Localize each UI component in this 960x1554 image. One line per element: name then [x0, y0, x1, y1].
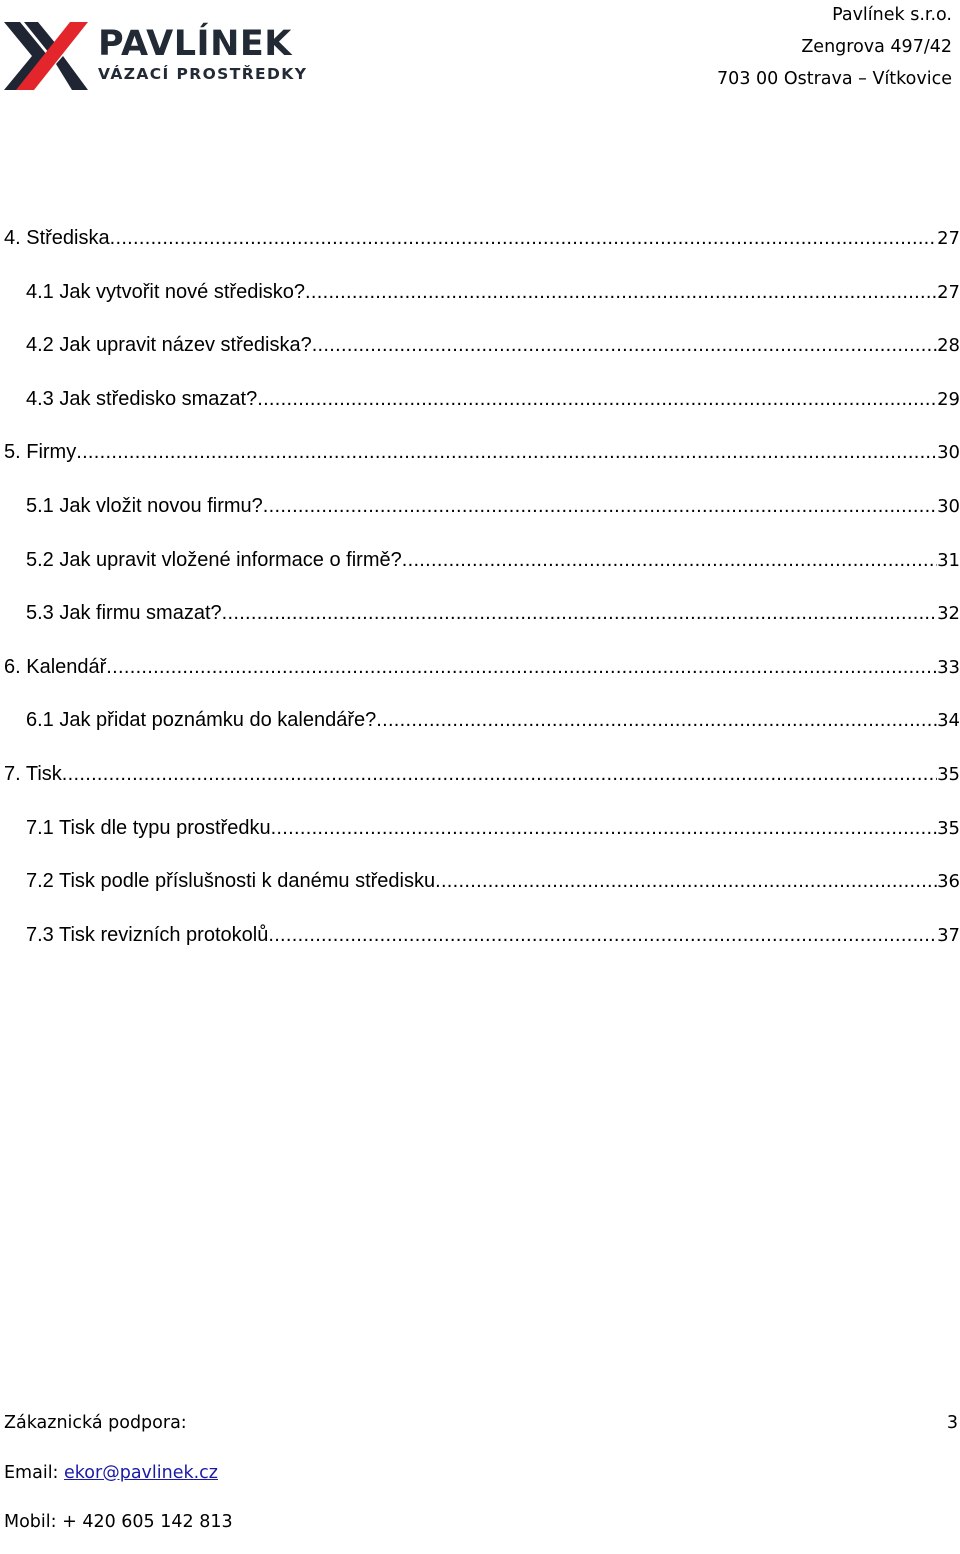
toc-entry-page: 35: [937, 763, 960, 785]
toc-dot-leader: [222, 594, 937, 632]
toc-entry-title: 4.3 Jak středisko smazat?: [26, 387, 258, 410]
page-number: 3: [946, 1413, 958, 1433]
toc-entry-page: 35: [937, 817, 960, 839]
toc-entry-title: 7. Tisk: [4, 762, 62, 785]
toc-entry-page: 36: [937, 871, 960, 893]
logo-subtitle: VÁZACÍ PROSTŘEDKY: [98, 65, 308, 83]
toc-entry-title: 5.2 Jak upravit vložené informace o firmě?: [26, 548, 402, 571]
footer-support-row: [0, 1405, 960, 1455]
toc-entry-page: 31: [937, 549, 960, 571]
toc-entry[interactable]: [0, 809, 960, 863]
toc-entry-page: 28: [937, 335, 960, 357]
toc-entry[interactable]: [0, 380, 960, 434]
toc-entry-page: 27: [937, 228, 960, 249]
toc-entry-title: 7.1 Tisk dle typu prostředku: [26, 816, 271, 839]
page-header: [0, 0, 960, 100]
toc-dot-leader: [376, 701, 937, 739]
toc-dot-leader: [257, 380, 937, 418]
toc-dot-leader: [263, 487, 937, 525]
toc-entry-page: 30: [937, 495, 960, 517]
toc-entry[interactable]: [0, 219, 960, 273]
toc-entry-title: 5.3 Jak firmu smazat?: [26, 602, 222, 625]
toc-entry-title: 6. Kalendář: [4, 655, 107, 678]
company-logo: [4, 20, 314, 94]
toc-dot-leader: [110, 219, 937, 257]
page-footer: [0, 1405, 960, 1554]
toc-entry[interactable]: [0, 701, 960, 755]
toc-dot-leader: [271, 809, 938, 847]
toc-entry[interactable]: [0, 594, 960, 648]
toc-entry-page: 29: [937, 388, 960, 410]
company-city: 703 00 Ostrava – Vítkovice: [717, 69, 952, 89]
toc-dot-leader: [62, 755, 937, 793]
support-label: Zákaznická podpora:: [4, 1413, 187, 1433]
toc-dot-leader: [312, 326, 937, 364]
toc-entry[interactable]: [0, 326, 960, 380]
toc-entry-page: 34: [937, 710, 960, 732]
toc-entry[interactable]: [0, 862, 960, 916]
mobile-text: Mobil: + 420 605 142 813: [4, 1512, 233, 1532]
toc-dot-leader: [76, 433, 937, 471]
toc-entry-page: 30: [937, 442, 960, 464]
company-address: [717, 0, 952, 96]
toc-entry-page: 32: [937, 603, 960, 625]
company-name: Pavlínek s.r.o.: [832, 5, 952, 25]
email-label: Email:: [4, 1462, 59, 1483]
toc-entry-title: 4.1 Jak vytvořit nové středisko?: [26, 280, 306, 303]
toc-entry[interactable]: [0, 916, 960, 970]
toc-entry-title: 4. Střediska: [4, 227, 110, 249]
toc-entry-title: 7.2 Tisk podle příslušnosti k danému středisku: [26, 870, 436, 893]
logo-x-mark-icon: [4, 20, 90, 92]
logo-name: PAVLÍNEK: [98, 24, 292, 64]
toc-entry[interactable]: [0, 487, 960, 541]
toc-dot-leader: [435, 862, 937, 900]
toc-entry[interactable]: [0, 755, 960, 809]
toc-entry-page: 27: [937, 281, 960, 303]
toc-dot-leader: [305, 273, 937, 311]
toc-entry-title: 4.2 Jak upravit název střediska?: [26, 334, 312, 357]
toc-entry-title: 7.3 Tisk revizních protokolů: [26, 923, 269, 946]
toc-entry[interactable]: [0, 433, 960, 487]
toc-entry-title: 6.1 Jak přidat poznámku do kalendáře?: [26, 709, 377, 732]
toc-entry-title: 5. Firmy: [4, 441, 77, 464]
footer-email-row: [0, 1455, 960, 1505]
toc-entry-page: 37: [937, 924, 960, 946]
footer-mobile-row: [0, 1504, 960, 1554]
company-street: Zengrova 497/42: [801, 37, 952, 57]
toc-dot-leader: [402, 541, 937, 579]
email-link[interactable]: ekor@pavlinek.cz: [64, 1462, 218, 1483]
table-of-contents: [0, 219, 960, 969]
toc-entry-title: 5.1 Jak vložit novou firmu?: [26, 494, 263, 517]
toc-entry-page: 33: [937, 656, 960, 678]
toc-entry[interactable]: [0, 648, 960, 702]
toc-entry[interactable]: [0, 273, 960, 327]
toc-dot-leader: [106, 648, 937, 686]
toc-entry[interactable]: [0, 541, 960, 595]
toc-dot-leader: [268, 916, 937, 954]
